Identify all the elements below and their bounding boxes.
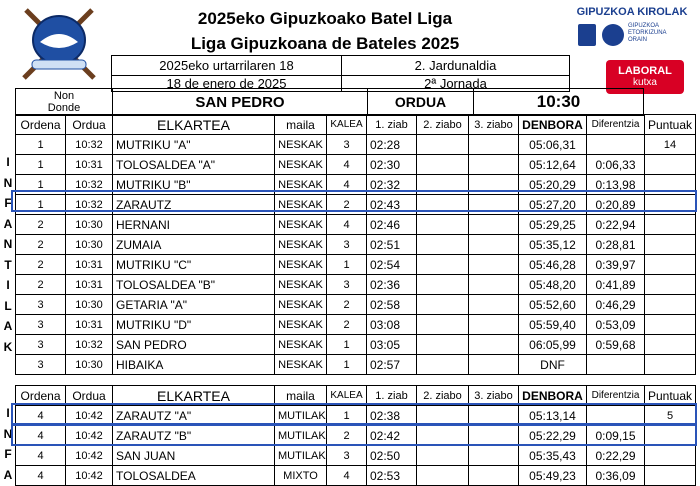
table-cell: 10:42 — [66, 406, 113, 426]
table-cell: 1 — [327, 255, 367, 275]
table-cell: 1 — [16, 175, 66, 195]
highlight-zarautz — [11, 190, 697, 212]
table-cell: 0:20,89 — [587, 195, 645, 215]
table-cell: 0:36,09 — [587, 466, 645, 486]
table-cell: 5 — [645, 406, 696, 426]
table-cell: 4 — [16, 466, 66, 486]
table-cell — [469, 315, 519, 335]
table-cell — [645, 295, 696, 315]
column-header: Ordua — [66, 115, 113, 135]
table-cell: 3 — [327, 275, 367, 295]
table-cell: 2 — [16, 275, 66, 295]
table-cell — [645, 255, 696, 275]
column-header: Diferentzia — [587, 115, 645, 135]
side-letter: A — [3, 319, 13, 333]
table-cell — [469, 255, 519, 275]
table-cell: NESKAK — [275, 315, 327, 335]
table-cell: 05:27,20 — [519, 195, 587, 215]
table-cell: NESKAK — [275, 135, 327, 155]
table-cell: 10:32 — [66, 195, 113, 215]
table-cell: 10:31 — [66, 155, 113, 175]
table-cell: 1 — [16, 195, 66, 215]
table-cell: TOLOSALDEA — [113, 466, 275, 486]
table-cell: HERNANI — [113, 215, 275, 235]
table-cell: 0:41,89 — [587, 275, 645, 295]
table-cell: 02:51 — [367, 235, 417, 255]
side-letter: L — [4, 298, 12, 313]
table-cell: 0:28,81 — [587, 235, 645, 255]
table-cell: NESKAK — [275, 335, 327, 355]
table-cell: 02:36 — [367, 275, 417, 295]
info-table — [111, 55, 570, 92]
table-row — [16, 466, 696, 486]
table-cell: NESKAK — [275, 275, 327, 295]
table-cell — [645, 355, 696, 375]
column-header: Puntuak — [645, 386, 696, 406]
table-row — [16, 155, 696, 175]
table-cell: 3 — [327, 135, 367, 155]
table-cell: 02:57 — [367, 355, 417, 375]
table-cell: 10:30 — [66, 215, 113, 235]
side-letter: I — [6, 278, 10, 292]
table-cell: 06:05,99 — [519, 335, 587, 355]
table-cell: 4 — [16, 426, 66, 446]
table-cell: 02:46 — [367, 215, 417, 235]
table-cell: 10:31 — [66, 255, 113, 275]
table-cell: 10:31 — [66, 315, 113, 335]
table-cell: ZARAUTZ "A" — [113, 406, 275, 426]
table-cell: 0:46,29 — [587, 295, 645, 315]
table-cell: 10:30 — [66, 355, 113, 375]
table-cell: 1 — [327, 355, 367, 375]
table-cell: 02:42 — [367, 426, 417, 446]
table-cell: 05:06,31 — [519, 135, 587, 155]
table-cell — [469, 235, 519, 255]
side-letter: N — [3, 237, 13, 251]
table-cell: 05:22,29 — [519, 426, 587, 446]
table-cell: MUTILAK — [275, 406, 327, 426]
table-cell: NESKAK — [275, 155, 327, 175]
table-cell: 4 — [327, 175, 367, 195]
table-cell: 1 — [16, 135, 66, 155]
table-cell: 10:42 — [66, 446, 113, 466]
venue-name: SAN PEDRO — [113, 89, 368, 116]
results-table-neskak — [15, 114, 696, 375]
table-cell: 0:53,09 — [587, 315, 645, 335]
side-letter: N — [3, 175, 13, 190]
date-eu: 2025eko urtarrilaren 18 — [112, 56, 342, 76]
table-cell: 2 — [327, 426, 367, 446]
table-cell — [645, 235, 696, 255]
table-cell: ZARAUTZ — [113, 195, 275, 215]
non-donde-label: Non Donde — [16, 89, 113, 116]
side-letter: T — [4, 257, 12, 272]
table-cell — [645, 275, 696, 295]
table-cell — [469, 446, 519, 466]
title-es: Liga Gipuzkoana de Bateles 2025 — [190, 34, 460, 53]
table-cell: 02:32 — [367, 175, 417, 195]
table-cell — [469, 155, 519, 175]
table-cell — [469, 135, 519, 155]
column-header: 3. ziabo — [469, 115, 519, 135]
table-cell: 4 — [16, 446, 66, 466]
column-header: ELKARTEA — [113, 115, 275, 135]
table-cell: 3 — [16, 355, 66, 375]
club-logo — [8, 4, 110, 84]
title-eu: 2025eko Gipuzkoako Batel Liga — [197, 9, 453, 28]
column-header: maila — [275, 115, 327, 135]
table-row — [16, 275, 696, 295]
column-header: Ordena — [16, 386, 66, 406]
table-cell: TOLOSALDEA "B" — [113, 275, 275, 295]
table-cell: 2 — [327, 195, 367, 215]
table-cell: 0:22,29 — [587, 446, 645, 466]
table-cell: MIXTO — [275, 466, 327, 486]
table-cell: MUTRIKU "A" — [113, 135, 275, 155]
table-cell: 3 — [16, 295, 66, 315]
table-cell — [417, 135, 469, 155]
table-cell: SAN PEDRO — [113, 335, 275, 355]
table-cell: 05:48,20 — [519, 275, 587, 295]
table-cell: MUTRIKU "D" — [113, 315, 275, 335]
table-row — [16, 315, 696, 335]
column-header: Puntuak — [645, 115, 696, 135]
side-letter: A — [3, 467, 13, 482]
side-letter: F — [4, 447, 12, 461]
table-cell: 14 — [645, 135, 696, 155]
table-cell — [417, 155, 469, 175]
table-cell: ZUMAIA — [113, 235, 275, 255]
table-cell: 0:22,94 — [587, 215, 645, 235]
table-cell — [469, 466, 519, 486]
table-cell: 05:35,43 — [519, 446, 587, 466]
table-row — [16, 255, 696, 275]
start-time: 10:30 — [474, 89, 644, 116]
table-cell: TOLOSALDEA "A" — [113, 155, 275, 175]
highlight-zarautz-b — [11, 424, 697, 446]
table-cell: 4 — [327, 155, 367, 175]
table-cell: 10:32 — [66, 335, 113, 355]
table-cell: 0:09,15 — [587, 426, 645, 446]
table-cell — [645, 155, 696, 175]
table-cell: 3 — [16, 315, 66, 335]
shield-icon — [578, 24, 596, 46]
table-cell: NESKAK — [275, 175, 327, 195]
table-cell: NESKAK — [275, 355, 327, 375]
table-cell — [417, 255, 469, 275]
table-cell: 1 — [327, 335, 367, 355]
table-row — [16, 335, 696, 355]
table-cell — [417, 466, 469, 486]
table-cell: 2 — [327, 295, 367, 315]
table-cell: 4 — [327, 215, 367, 235]
table-cell: HIBAIKA — [113, 355, 275, 375]
table-row — [16, 215, 696, 235]
column-header: DENBORA — [519, 115, 587, 135]
table-cell: 4 — [16, 406, 66, 426]
table-cell: 02:53 — [367, 466, 417, 486]
side-letter: N — [3, 426, 13, 441]
table-row — [16, 135, 696, 155]
table-cell: ZARAUTZ "B" — [113, 426, 275, 446]
table-cell: 03:08 — [367, 315, 417, 335]
table-cell: 02:30 — [367, 155, 417, 175]
venue-table — [15, 88, 644, 116]
column-header: ELKARTEA — [113, 386, 275, 406]
table-cell: NESKAK — [275, 255, 327, 275]
table-cell: 05:12,64 — [519, 155, 587, 175]
table-cell — [417, 355, 469, 375]
table-cell — [645, 466, 696, 486]
table-cell: NESKAK — [275, 215, 327, 235]
column-header: maila — [275, 386, 327, 406]
table-row — [16, 355, 696, 375]
table-cell: 05:46,28 — [519, 255, 587, 275]
column-header: 2. ziabo — [417, 386, 469, 406]
table-cell: 4 — [327, 466, 367, 486]
laboral-kutxa-logo: LABORAL kutxa — [606, 60, 684, 94]
table-row — [16, 235, 696, 255]
table-cell: DNF — [519, 355, 587, 375]
table-cell — [645, 215, 696, 235]
table-cell: 0:59,68 — [587, 335, 645, 355]
table-cell: 2 — [16, 235, 66, 255]
gipuzkoa-kirolak-logo: GIPUZKOA KIROLAK GIPUZKOA ETORKIZUNA ORAIN — [568, 6, 696, 52]
table-cell — [417, 335, 469, 355]
table-cell: 10:42 — [66, 426, 113, 446]
table-cell: 03:05 — [367, 335, 417, 355]
table-cell — [645, 315, 696, 335]
table-cell: 3 — [16, 335, 66, 355]
table-cell: 10:32 — [66, 175, 113, 195]
side-letter: F — [4, 196, 12, 210]
table-cell — [469, 215, 519, 235]
table-cell — [645, 446, 696, 466]
table-cell: 05:29,25 — [519, 215, 587, 235]
table-cell — [587, 135, 645, 155]
side-letter: A — [3, 216, 13, 231]
column-header: DENBORA — [519, 386, 587, 406]
table-cell — [417, 235, 469, 255]
table-cell — [587, 355, 645, 375]
table-cell: 10:30 — [66, 295, 113, 315]
table-cell: MUTRIKU "B" — [113, 175, 275, 195]
column-header: 1. ziab — [367, 386, 417, 406]
table-cell: 10:31 — [66, 275, 113, 295]
table-cell: MUTRIKU "C" — [113, 255, 275, 275]
g-circle-icon — [602, 24, 624, 46]
table-cell — [417, 295, 469, 315]
column-header: Ordena — [16, 115, 66, 135]
table-cell: 10:42 — [66, 466, 113, 486]
table-cell — [469, 335, 519, 355]
side-letter: I — [6, 155, 10, 169]
table-cell: NESKAK — [275, 295, 327, 315]
table-row — [16, 295, 696, 315]
table-cell: 05:20,29 — [519, 175, 587, 195]
table-cell — [469, 275, 519, 295]
table-cell: 02:28 — [367, 135, 417, 155]
ordua-label: ORDUA — [368, 89, 474, 116]
table-cell: 0:06,33 — [587, 155, 645, 175]
table-cell: 10:32 — [66, 135, 113, 155]
column-header: 2. ziabo — [417, 115, 469, 135]
column-header: 1. ziab — [367, 115, 417, 135]
table-cell: MUTILAK — [275, 426, 327, 446]
table-cell: 02:43 — [367, 195, 417, 215]
jornada: 2ª Jornada — [342, 76, 570, 92]
side-letter: K — [3, 339, 13, 354]
table-row — [16, 446, 696, 466]
table-cell: 02:54 — [367, 255, 417, 275]
table-cell: 2 — [16, 255, 66, 275]
date-es: 18 de enero de 2025 — [112, 76, 342, 92]
table-cell: 05:13,14 — [519, 406, 587, 426]
table-cell — [469, 295, 519, 315]
table-cell: 3 — [327, 235, 367, 255]
column-header: Diferentzia — [587, 386, 645, 406]
table-cell: 0:13,98 — [587, 175, 645, 195]
table-cell: 05:49,23 — [519, 466, 587, 486]
column-header: KALEA — [327, 115, 367, 135]
table-cell: 2 — [16, 215, 66, 235]
table-cell: 02:50 — [367, 446, 417, 466]
table-cell: 3 — [327, 446, 367, 466]
table-cell: SAN JUAN — [113, 446, 275, 466]
table-cell — [645, 335, 696, 355]
table-cell: GETARIA "A" — [113, 295, 275, 315]
table-header — [16, 115, 696, 135]
table-cell — [417, 215, 469, 235]
side-letter: I — [6, 406, 10, 420]
highlight-zarautz-a — [11, 403, 697, 425]
table-cell — [417, 275, 469, 295]
table-cell — [469, 355, 519, 375]
table-cell: 05:59,40 — [519, 315, 587, 335]
column-header: Ordua — [66, 386, 113, 406]
table-cell: 02:58 — [367, 295, 417, 315]
table-cell: 02:38 — [367, 406, 417, 426]
table-cell: NESKAK — [275, 195, 327, 215]
table-cell: 2 — [327, 315, 367, 335]
column-header: KALEA — [327, 386, 367, 406]
table-cell — [417, 315, 469, 335]
table-cell — [417, 446, 469, 466]
table-cell: 1 — [327, 406, 367, 426]
table-cell: MUTILAK — [275, 446, 327, 466]
table-cell: 05:35,12 — [519, 235, 587, 255]
table-cell: NESKAK — [275, 235, 327, 255]
table-cell: 1 — [16, 155, 66, 175]
table-cell: 0:39,97 — [587, 255, 645, 275]
jardunaldia: 2. Jardunaldia — [342, 56, 570, 76]
table-cell: 10:30 — [66, 235, 113, 255]
table-cell: 05:52,60 — [519, 295, 587, 315]
column-header: 3. ziabo — [469, 386, 519, 406]
